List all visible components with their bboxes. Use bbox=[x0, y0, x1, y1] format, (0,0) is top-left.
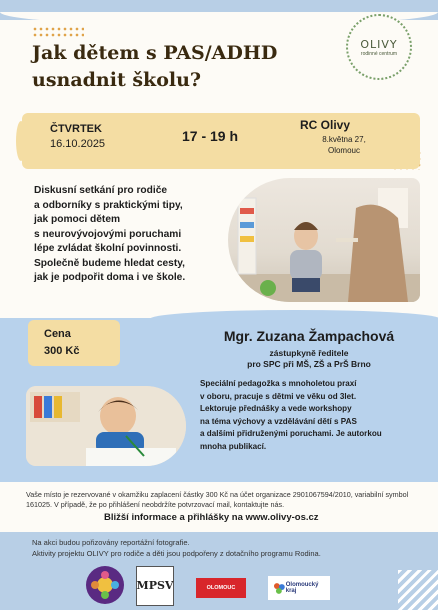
child-drawing-photo bbox=[26, 386, 186, 466]
footer-line: Na akci budou pořizovány reportážní fotografie. bbox=[32, 538, 190, 547]
olomouc-logo-text: OLOMOUC bbox=[206, 585, 236, 591]
stripe-decoration bbox=[398, 570, 438, 610]
dot-pattern bbox=[32, 26, 84, 38]
bio-line: na téma výchovy a vzdělávání dětí s PAS bbox=[200, 416, 357, 426]
kraj-logo-text: Olomoucký kraj bbox=[285, 582, 319, 594]
olivy-logo bbox=[346, 14, 412, 80]
olomouc-logo bbox=[196, 578, 246, 598]
description-line: jak pomoci dětem bbox=[34, 214, 121, 225]
description-line: a odborníky s praktickými tipy, bbox=[34, 199, 183, 211]
counseling-illustration bbox=[228, 178, 420, 302]
description-line: s neurovývojovými poruchami bbox=[34, 228, 182, 240]
bio-line: mnoha publikací. bbox=[200, 441, 267, 451]
flower-icon bbox=[86, 566, 124, 604]
address-line: Olomouc bbox=[327, 146, 360, 155]
event-description bbox=[34, 184, 224, 286]
speaker-header bbox=[200, 328, 418, 370]
role-line: zástupkyně ředitele bbox=[269, 348, 349, 358]
event-date: 16.10.2025 bbox=[50, 138, 106, 150]
speaker-role bbox=[200, 348, 418, 370]
page-title bbox=[32, 40, 312, 94]
partner-logo-round bbox=[86, 566, 124, 604]
price-value: 300 Kč bbox=[44, 345, 80, 357]
counseling-photo bbox=[228, 178, 420, 302]
speaker-name: Mgr. Zuzana Žampachová bbox=[223, 328, 395, 344]
footer-text bbox=[32, 538, 321, 559]
description-line: Společně budeme hledat cesty, bbox=[34, 257, 185, 269]
venue-address bbox=[304, 134, 384, 156]
footer-line: Aktivity projektu OLIVY pro rodiče a děti jsou podpořeny z dotačního programu Rodina. bbox=[32, 548, 321, 558]
event-time: 17 - 19 h bbox=[182, 128, 239, 144]
bio-line: a dalšími přidruženými poruchami. Je autorkou bbox=[200, 429, 382, 438]
mpsv-logo-text: MPSV bbox=[136, 579, 174, 592]
description-line: jak je podpořit doma i ve škole. bbox=[34, 272, 186, 283]
payment-note: Vaše místo je rezervované v okamžiku zaplacení částky 300 Kč na účet organizace 2901067594/2010, variabilní symbol 161025. V případě, že po přihlášení neobdržíte potvrzovací mail, kontaktujte nás. bbox=[26, 490, 409, 509]
event-day: ČTVRTEK bbox=[50, 123, 102, 135]
title-line: Jak dětem s PAS/ADHD bbox=[32, 42, 278, 64]
olomoucky-kraj-logo bbox=[268, 576, 330, 600]
logo-subtitle: rodinné centrum bbox=[360, 50, 398, 57]
logo-name: OLIVY bbox=[360, 37, 398, 51]
speaker-bio bbox=[200, 378, 428, 453]
role-line: pro SPC při MŠ, ZŠ a PrŠ Brno bbox=[247, 359, 371, 369]
bio-line: v oboru, pracuje s dětmi ve věku od 3let. bbox=[200, 391, 357, 401]
mpsv-logo bbox=[136, 566, 174, 606]
title-line: usnadnit školu? bbox=[32, 69, 202, 91]
price-box bbox=[28, 320, 120, 366]
price-label: Cena bbox=[44, 328, 71, 340]
more-info-link[interactable]: Bližší informace a přihlášky na www.olivy-os.cz bbox=[104, 512, 319, 523]
description-line: Diskusní setkání pro rodiče bbox=[34, 185, 168, 196]
address-line: 8.května 27, bbox=[322, 135, 366, 144]
child-drawing-illustration bbox=[26, 386, 186, 466]
kraj-icon bbox=[272, 581, 286, 595]
bio-line: Speciální pedagožka s mnoholetou praxí bbox=[200, 379, 357, 388]
bio-line: Lektoruje přednášky a vede workshopy bbox=[200, 404, 352, 413]
venue-name: RC Olivy bbox=[300, 118, 351, 132]
description-line: lépe zvládat školní povinnosti. bbox=[34, 243, 182, 254]
